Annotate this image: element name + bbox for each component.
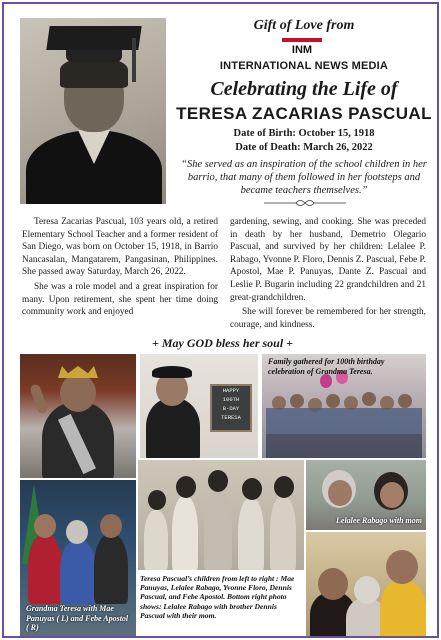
inm-logo xyxy=(282,38,322,56)
lelalee-with-mom-photo xyxy=(306,460,426,530)
family-group-photo xyxy=(262,354,426,458)
grandma-photo-caption: Grandma Teresa with Mae Panuyas ( L) and Febe Apostol ( R) xyxy=(26,604,129,632)
paragraph: She was a role model and a great inspiration for many. Upon retirement, she spent her time doing community work and enjoyed xyxy=(22,281,218,318)
publisher-name: INTERNATIONAL NEWS MEDIA xyxy=(219,60,389,72)
birthday-sign xyxy=(210,384,252,432)
sign-line: TERESA xyxy=(221,414,241,421)
celebrating-heading: Celebrating the Life of xyxy=(210,78,398,100)
siblings-with-mom-photo xyxy=(306,532,426,636)
deceased-name: TERESA ZACARIAS PASCUAL xyxy=(176,104,432,123)
graduation-portrait-photo xyxy=(20,18,166,204)
paragraph: gardening, sewing, and cooking. She was preceded in death by her husband, Demetrio Olegario Pascual, and survived by her children: Lelalee P. Rabago, Yvonne P. Floro, Dennis Z. Pascual, Febe P. Apostol, Mae P. Panuyas, Dante Z. Pascual and Leslie P. Bugarin including 22 grandchildren and 21 great-grandchildren. xyxy=(230,217,427,303)
sign-line: 100TH xyxy=(222,396,240,403)
paragraph: Teresa Zacarias Pascual, 103 years old, a retired Elementary School Teacher and a former resident of San Diego, was born on October 15, 1918, in Barrio Nancasalan, Mangatarem, Pangasinan, Philippines. She passed away Saturday, March 26, 2022. xyxy=(22,217,218,278)
tribute-quote: “She served as an inspiration of the school children in her barrio, that many of them followed in her footsteps and became teachers themselves.” xyxy=(181,159,427,196)
obituary-text-column-1 xyxy=(22,216,218,321)
blessing-line: + May GOD bless her soul + xyxy=(151,336,294,350)
children-photo-caption: Teresa Pascual’s children from left to right : Mae Panuyas, Lelalee Rabago, Yvonne Floro, Dennis Pascual, and Febe Apostol. Bottom right photo shows: Lelalee Rabago with brother Dennis Pascual with their mom. xyxy=(140,574,295,620)
sign-line: B-DAY xyxy=(222,405,240,412)
inm-logo-text: INM xyxy=(291,44,313,56)
obituary-page xyxy=(2,2,439,638)
lelalee-photo-caption: Lelalee Rabago with mom xyxy=(336,516,422,525)
obituary-text-column-2 xyxy=(230,216,426,333)
happy-100th-birthday-photo xyxy=(140,354,258,458)
date-of-death: Date of Death: March 26, 2022 xyxy=(235,142,373,153)
birthday-crown-photo xyxy=(20,354,136,478)
gift-of-love-heading: Gift of Love from xyxy=(253,18,355,33)
sign-line: HAPPY xyxy=(222,387,240,394)
grandma-with-daughters-photo xyxy=(20,480,136,636)
date-of-birth: Date of Birth: October 15, 1918 xyxy=(233,128,375,139)
paragraph: She will forever be remembered for her strength, courage, and kindness. xyxy=(230,307,426,330)
vintage-children-photo xyxy=(138,460,304,636)
ornament-divider xyxy=(262,198,348,208)
family-photo-caption: Family gathered for 100th birthday celebration of Grandma Teresa. xyxy=(268,357,385,376)
